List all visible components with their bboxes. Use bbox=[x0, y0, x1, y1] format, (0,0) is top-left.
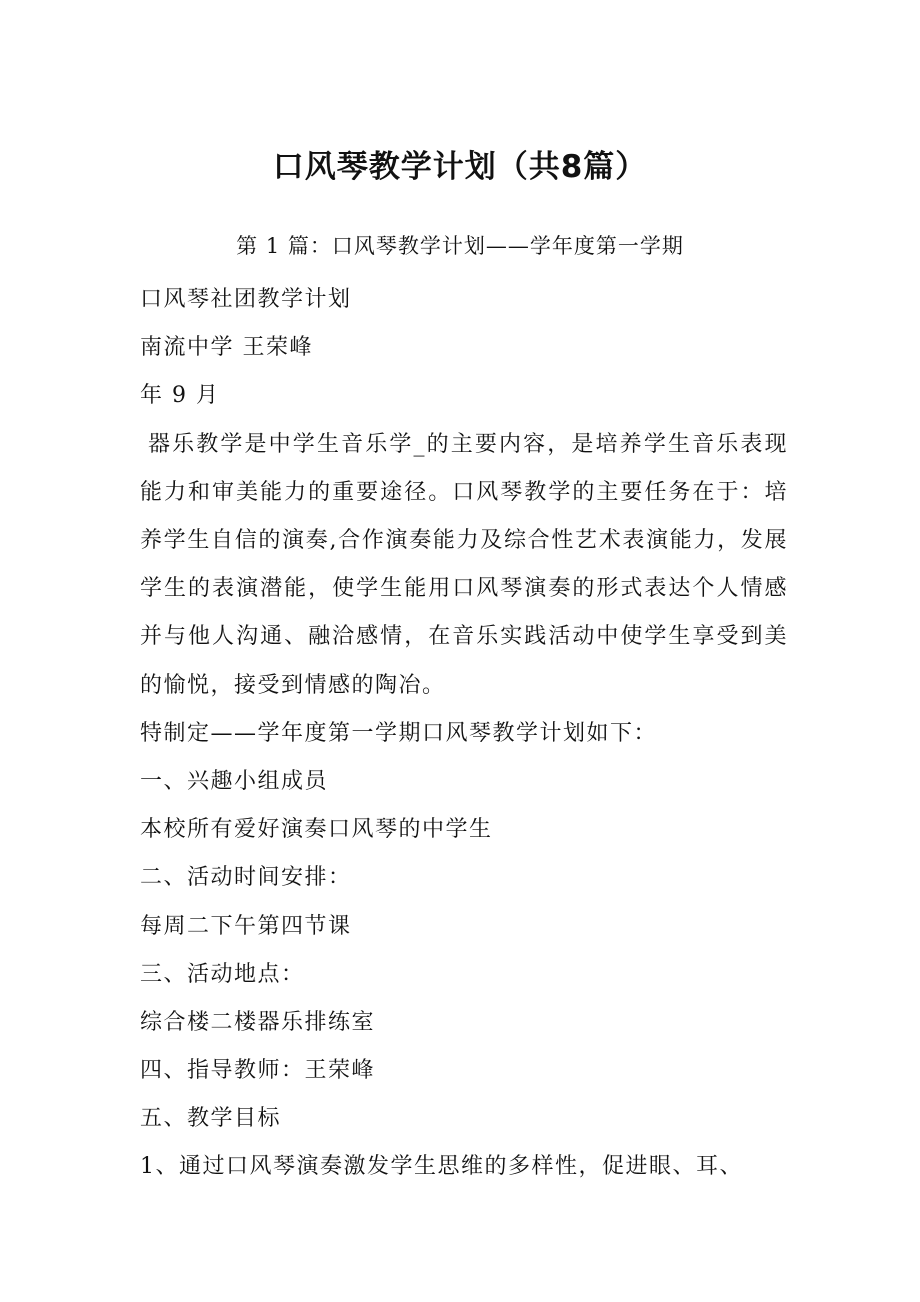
text-line: 南流中学 王荣峰 bbox=[140, 335, 313, 361]
text-line: 每周二下午第四节课 bbox=[140, 913, 352, 939]
text-line: 特制定——学年度第一学期口风琴教学计划如下： bbox=[140, 720, 658, 746]
document-subtitle: 第 1 篇：口风琴教学计划——学年度第一学期 bbox=[236, 234, 684, 258]
section-heading: 一、兴趣小组成员 bbox=[140, 768, 329, 794]
section-heading: 三、活动地点： bbox=[140, 961, 305, 987]
text-line: 1、通过口风琴演奏激发学生思维的多样性，促进眼、耳、 bbox=[140, 1154, 743, 1180]
body-paragraph: 器乐教学是中学生音乐学_的主要内容，是培养学生音乐表现能力和审美能力的重要途径。口风琴教学的主要任务在于：培养学生自信的演奏,合作演奏能力及综合性艺术表演能力，发展学生的表演潜能，使学生能用口风琴演奏的形式表达个人情感并与他人沟通、融洽感情，在音乐实践活动中使学生享受到美的愉悦，接受到情感的陶冶。 bbox=[140, 431, 788, 698]
section-heading: 四、指导教师：王荣峰 bbox=[140, 1058, 376, 1084]
section-heading: 五、教学目标 bbox=[140, 1106, 282, 1132]
text-line: 综合楼二楼器乐排练室 bbox=[140, 1009, 376, 1035]
section-heading: 二、活动时间安排： bbox=[140, 865, 352, 891]
document-title: 口风琴教学计划（共8篇） bbox=[272, 149, 648, 185]
text-line: 年 9 月 bbox=[140, 383, 220, 409]
text-line: 口风琴社团教学计划 bbox=[140, 287, 352, 312]
text-line: 本校所有爱好演奏口风琴的中学生 bbox=[140, 817, 493, 843]
document-body bbox=[140, 276, 790, 1192]
